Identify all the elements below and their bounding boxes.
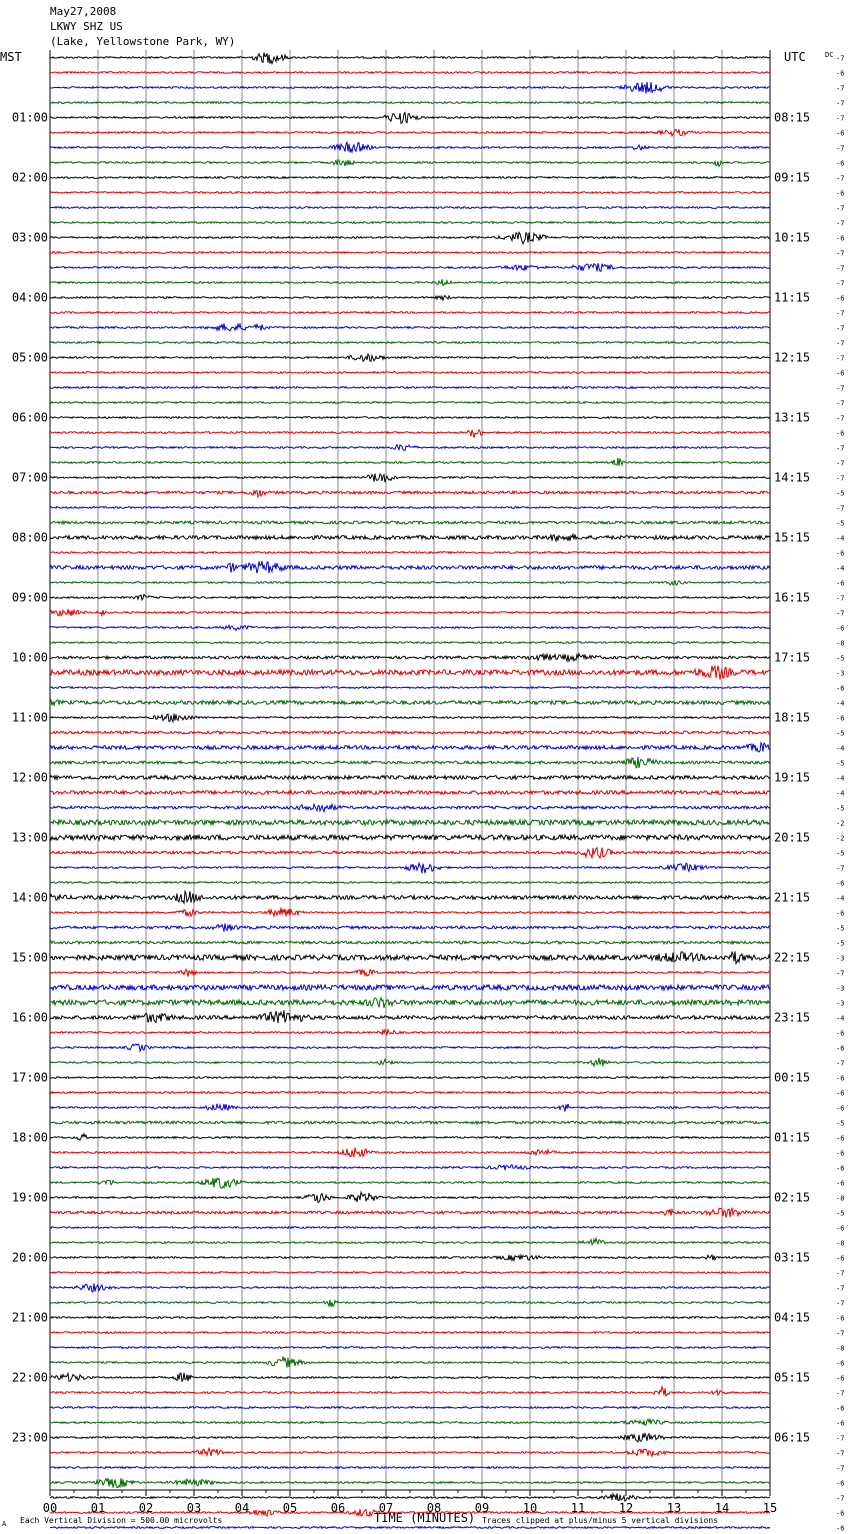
- dc-offset-label: -6: [836, 189, 845, 198]
- seismic-trace: [50, 1134, 770, 1140]
- x-tick-label: 01: [90, 1501, 106, 1515]
- dc-offset-label: -3: [836, 669, 845, 678]
- dc-offset-label: -8: [836, 1239, 845, 1248]
- dc-offset-label: -7: [836, 114, 845, 123]
- dc-offset-label: -6: [836, 1509, 845, 1518]
- dc-offset-label: -5: [836, 1119, 845, 1128]
- seismic-trace: [50, 791, 770, 795]
- station-label: LKWY SHZ US: [50, 20, 123, 33]
- dc-offset-label: -6: [836, 234, 845, 243]
- seismic-trace: [50, 882, 770, 884]
- dc-offset-label: -8: [836, 1344, 845, 1353]
- dc-offset-label: -4: [836, 744, 845, 753]
- seismic-trace: [50, 625, 770, 630]
- dc-offset-label: -2: [836, 819, 845, 828]
- seismic-trace: [50, 474, 770, 483]
- dc-offset-label: -7: [836, 84, 845, 93]
- dc-offset-label: -6: [836, 714, 845, 723]
- mst-hour-label: 01:00: [11, 110, 48, 125]
- dc-offset-label: -6: [836, 1179, 845, 1188]
- dc-offset-label: -8: [836, 639, 845, 648]
- dc-offset-label: -7: [836, 474, 845, 483]
- x-tick-label: 15: [762, 1501, 778, 1515]
- dc-offset-label: -7: [836, 1269, 845, 1278]
- utc-hour-label: 06:15: [774, 1430, 811, 1445]
- dc-offset-label: -6: [836, 1164, 845, 1173]
- dc-offset-label: -7: [836, 1284, 845, 1293]
- seismic-trace: [50, 580, 770, 585]
- utc-hour-label: 10:15: [774, 230, 811, 245]
- seismic-trace: [50, 82, 770, 94]
- utc-hour-label: 22:15: [774, 950, 811, 965]
- seismic-trace: [50, 1148, 770, 1157]
- dc-offset-label: -7: [836, 1464, 845, 1473]
- seismic-trace: [50, 998, 770, 1008]
- seismic-trace: [50, 594, 770, 600]
- seismic-trace: [50, 1255, 770, 1260]
- dc-offset-label: -5: [836, 489, 845, 498]
- dc-offset-label: -7: [836, 1494, 845, 1503]
- utc-hour-label: 12:15: [774, 350, 811, 365]
- x-tick-label: 13: [666, 1501, 682, 1515]
- seismic-trace: [50, 1227, 770, 1229]
- dc-offset-label: -4: [836, 1014, 845, 1023]
- dc-offset-label: -4: [836, 564, 845, 573]
- dc-offset-label: -7: [836, 384, 845, 393]
- seismic-trace: [50, 129, 770, 136]
- mst-hour-label: 17:00: [11, 1070, 48, 1085]
- seismic-trace: [50, 1467, 770, 1469]
- mst-hour-label: 12:00: [11, 770, 48, 785]
- mst-hour-label: 08:00: [11, 530, 48, 545]
- seismic-trace: [50, 714, 770, 722]
- seismic-trace: [50, 561, 770, 573]
- dc-offset-label: -6: [836, 1074, 845, 1083]
- dc-offset-label: -7: [836, 1449, 845, 1458]
- seismic-trace: [50, 687, 770, 689]
- utc-hour-label: 16:15: [774, 590, 811, 605]
- dc-offset-label: -6: [836, 579, 845, 588]
- dc-offset-label: -6: [836, 1524, 845, 1533]
- utc-hour-label: 13:15: [774, 410, 811, 425]
- dc-offset-label: -6: [836, 1374, 845, 1383]
- dc-offset-label: -7: [836, 54, 845, 63]
- footer-mark: A: [2, 1520, 7, 1528]
- seismic-trace: [50, 1077, 770, 1079]
- seismic-trace: [50, 521, 770, 524]
- utc-hour-label: 03:15: [774, 1250, 811, 1265]
- seismic-trace: [50, 263, 770, 271]
- dc-offset-label: -7: [836, 1329, 845, 1338]
- seismic-trace: [50, 72, 770, 74]
- utc-hour-label: 18:15: [774, 710, 811, 725]
- utc-hour-label: 05:15: [774, 1370, 811, 1385]
- dc-offset-label: -6: [836, 129, 845, 138]
- mst-hour-label: 04:00: [11, 290, 48, 305]
- utc-hour-label: 17:15: [774, 650, 811, 665]
- dc-offset-label: -2: [836, 834, 845, 843]
- seismic-trace: [50, 666, 770, 680]
- dc-offset-label: -6: [836, 549, 845, 558]
- dc-offset-label: -7: [836, 204, 845, 213]
- seismic-trace: [50, 207, 770, 209]
- seismic-trace: [50, 804, 770, 811]
- dc-offset-label: -7: [836, 969, 845, 978]
- mst-hour-label: 22:00: [11, 1370, 48, 1385]
- dc-offset-label: -6: [836, 684, 845, 693]
- location-label: (Lake, Yellowstone Park, WY): [50, 35, 236, 48]
- dc-offset-label: -7: [836, 249, 845, 258]
- dc-offset-label: -7: [836, 399, 845, 408]
- x-axis-title: TIME (MINUTES): [374, 1511, 476, 1525]
- dc-offset-label: -7: [836, 279, 845, 288]
- dc-offset-label: -4: [836, 534, 845, 543]
- dc-offset-label: -7: [836, 1299, 845, 1308]
- seismic-trace: [50, 863, 770, 873]
- seismic-trace: [50, 1121, 770, 1124]
- seismic-trace: [50, 1527, 770, 1529]
- seismic-trace: [50, 296, 770, 301]
- mst-hour-label: 02:00: [11, 170, 48, 185]
- dc-offset-label: -7: [836, 1389, 845, 1398]
- seismic-trace: [50, 1300, 770, 1307]
- utc-hour-label: 09:15: [774, 170, 811, 185]
- x-tick-label: 09: [474, 1501, 490, 1515]
- seismic-trace: [50, 642, 770, 644]
- dc-offset-label: -6: [836, 1479, 845, 1488]
- utc-hour-label: 15:15: [774, 530, 811, 545]
- utc-axis-label: UTC: [784, 50, 806, 64]
- seismic-trace: [50, 417, 770, 419]
- seismic-trace: [50, 1238, 770, 1244]
- seismic-trace: [50, 757, 770, 768]
- dc-offset-label: -5: [836, 1209, 845, 1218]
- seismic-trace: [50, 445, 770, 451]
- seismic-trace: [50, 820, 770, 825]
- seismic-trace: [50, 1044, 770, 1051]
- seismic-trace: [50, 1272, 770, 1274]
- dc-offset-label: -4: [836, 789, 845, 798]
- seismic-trace: [50, 908, 770, 917]
- mst-hour-label: 13:00: [11, 830, 48, 845]
- mst-hour-label: 11:00: [11, 710, 48, 725]
- dc-offset-label: -7: [836, 354, 845, 363]
- dc-offset-label: -5: [836, 759, 845, 768]
- mst-hour-label: 21:00: [11, 1310, 48, 1325]
- x-tick-label: 00: [42, 1501, 58, 1515]
- mst-hour-label: 09:00: [11, 590, 48, 605]
- seismic-trace: [50, 1104, 770, 1112]
- dc-offset-label: -5: [836, 939, 845, 948]
- dc-offset-label: -7: [836, 414, 845, 423]
- seismic-trace: [50, 279, 770, 285]
- x-tick-label: 04: [234, 1501, 250, 1515]
- dc-offset-label: -5: [836, 849, 845, 858]
- clip-note: Traces clipped at plus/minus 5 vertical divisions: [482, 1516, 719, 1525]
- seismic-trace: [50, 1283, 770, 1292]
- dc-offset-label: -3: [836, 984, 845, 993]
- x-tick-label: 14: [714, 1501, 730, 1515]
- mst-hour-label: 10:00: [11, 650, 48, 665]
- dc-offset-label: -7: [836, 609, 845, 618]
- dc-offset-label: -7: [836, 1059, 845, 1068]
- dc-offset-label: -6: [836, 69, 845, 78]
- seismic-trace: [50, 835, 770, 840]
- dc-offset-label: -6: [836, 624, 845, 633]
- dc-offset-label: -4: [836, 699, 845, 708]
- amplitude-scale-note: Each Vertical Division = 500.00 microvolts: [20, 1516, 223, 1525]
- seismic-trace: [50, 490, 770, 497]
- mst-hour-label: 15:00: [11, 950, 48, 965]
- utc-hour-label: 00:15: [774, 1070, 811, 1085]
- dc-offset-label: -6: [836, 1089, 845, 1098]
- seismic-trace: [50, 731, 770, 734]
- utc-hour-label: 01:15: [774, 1130, 811, 1145]
- dc-offset-label: -8: [836, 1194, 845, 1203]
- dc-offset-label: -7: [836, 144, 845, 153]
- date-label: May27,2008: [50, 5, 117, 18]
- dc-offset-label: -7: [836, 1434, 845, 1443]
- x-tick-label: 07: [378, 1501, 394, 1515]
- mst-hour-label: 20:00: [11, 1250, 48, 1265]
- dc-offset-label: -6: [836, 1044, 845, 1053]
- x-tick-label: 08: [426, 1501, 442, 1515]
- dc-offset-label: -6: [836, 429, 845, 438]
- seismic-trace: [50, 1010, 770, 1023]
- seismic-trace: [50, 1208, 770, 1217]
- dc-offset-label: -3: [836, 999, 845, 1008]
- mst-hour-label: 14:00: [11, 890, 48, 905]
- x-tick-label: 03: [186, 1501, 202, 1515]
- seismic-trace: [50, 142, 770, 152]
- utc-hour-label: 21:15: [774, 890, 811, 905]
- x-tick-label: 05: [282, 1501, 298, 1515]
- utc-hour-label: 04:15: [774, 1310, 811, 1325]
- seismic-trace: [50, 1407, 770, 1409]
- dc-offset-label: -6: [836, 1149, 845, 1158]
- seismic-trace: [50, 354, 770, 361]
- mst-hour-label: 18:00: [11, 1130, 48, 1145]
- x-tick-label: 02: [138, 1501, 154, 1515]
- dc-offset-label: -6: [836, 1359, 845, 1368]
- seismic-trace: [50, 743, 770, 752]
- x-tick-label: 10: [522, 1501, 538, 1515]
- x-tick-label: 12: [618, 1501, 634, 1515]
- dc-offset-label: -6: [836, 1314, 845, 1323]
- seismic-trace: [50, 1347, 770, 1349]
- seismic-trace: [50, 1419, 770, 1425]
- seismic-trace: [50, 430, 770, 438]
- dc-offset-label: -6: [836, 1419, 845, 1428]
- dc-offset-label: -7: [836, 324, 845, 333]
- dc-offset-label: -6: [836, 1134, 845, 1143]
- dc-offset-label: -6: [836, 1404, 845, 1413]
- dc-offset-label: -7: [836, 264, 845, 273]
- dc-offset-label: -5: [836, 519, 845, 528]
- dc-offset-label: -7: [836, 594, 845, 603]
- dc-offset-label: -5: [836, 924, 845, 933]
- seismic-trace: [50, 113, 770, 124]
- seismic-trace: [50, 1092, 770, 1094]
- dc-offset-label: -6: [836, 1224, 845, 1233]
- dc-offset-label: -7: [836, 444, 845, 453]
- x-tick-label: 06: [330, 1501, 346, 1515]
- seismic-trace: [50, 160, 770, 167]
- mst-hour-label: 03:00: [11, 230, 48, 245]
- dc-offset-label: -6: [836, 1029, 845, 1038]
- dc-offset-label: -7: [836, 99, 845, 108]
- seismic-trace: [50, 891, 770, 903]
- utc-hour-label: 11:15: [774, 290, 811, 305]
- dc-offset-label: -7: [836, 504, 845, 513]
- seismic-trace: [50, 1478, 770, 1488]
- seismic-trace: [50, 969, 770, 976]
- seismic-trace: [50, 1030, 770, 1035]
- seismic-trace: [50, 848, 770, 859]
- dc-offset-label: -7: [836, 309, 845, 318]
- seismic-trace: [50, 402, 770, 404]
- seismic-trace: [50, 941, 770, 944]
- utc-hour-label: 14:15: [774, 470, 811, 485]
- mst-axis-label: MST: [0, 50, 22, 64]
- dc-offset-label: -5: [836, 729, 845, 738]
- seismic-trace: [50, 387, 770, 389]
- seismic-trace: [50, 1357, 770, 1367]
- seismic-trace: [50, 312, 770, 314]
- seismic-trace: [50, 609, 770, 616]
- dc-offset-label: -6: [836, 1104, 845, 1113]
- utc-hour-label: 23:15: [774, 1010, 811, 1025]
- mst-hour-label: 06:00: [11, 410, 48, 425]
- seismic-trace: [50, 177, 770, 179]
- seismic-trace: [50, 1493, 770, 1501]
- seismic-trace: [50, 923, 770, 931]
- seismic-trace: [50, 372, 770, 374]
- seismic-trace: [50, 232, 770, 243]
- seismic-trace: [50, 654, 770, 661]
- dc-label: DC: [825, 51, 834, 59]
- seismic-trace: [50, 776, 770, 780]
- dc-offset-label: -3: [836, 954, 845, 963]
- dc-offset-label: -6: [836, 294, 845, 303]
- dc-offset-label: -4: [836, 774, 845, 783]
- seismic-trace: [50, 1332, 770, 1334]
- seismic-trace: [50, 1165, 770, 1170]
- mst-hour-label: 07:00: [11, 470, 48, 485]
- seismic-trace: [50, 700, 770, 706]
- seismic-trace: [50, 324, 770, 331]
- dc-offset-label: -7: [836, 459, 845, 468]
- mst-hour-label: 19:00: [11, 1190, 48, 1205]
- utc-hour-label: 20:15: [774, 830, 811, 845]
- dc-offset-label: -5: [836, 654, 845, 663]
- seismic-trace: [50, 985, 770, 990]
- dc-offset-label: -5: [836, 804, 845, 813]
- seismic-trace: [50, 1178, 770, 1188]
- dc-offset-label: -6: [836, 879, 845, 888]
- seismic-trace: [50, 1433, 770, 1441]
- x-tick-label: 11: [570, 1501, 586, 1515]
- seismic-trace: [50, 507, 770, 509]
- seismic-trace: [50, 951, 770, 963]
- dc-offset-label: -6: [836, 159, 845, 168]
- dc-offset-label: -6: [836, 909, 845, 918]
- seismic-trace: [50, 1058, 770, 1067]
- seismic-trace: [50, 192, 770, 194]
- seismic-trace: [50, 552, 770, 554]
- seismic-trace: [50, 534, 770, 541]
- dc-offset-label: -7: [836, 174, 845, 183]
- seismic-trace: [50, 222, 770, 224]
- seismic-trace: [50, 1192, 770, 1202]
- seismic-trace: [50, 342, 770, 344]
- seismic-trace: [50, 1373, 770, 1382]
- mst-hour-label: 05:00: [11, 350, 48, 365]
- dc-offset-label: -4: [836, 894, 845, 903]
- seismic-trace: [50, 102, 770, 104]
- dc-offset-label: -7: [836, 864, 845, 873]
- utc-hour-label: 19:15: [774, 770, 811, 785]
- dc-offset-label: -7: [836, 219, 845, 228]
- utc-hour-label: 02:15: [774, 1190, 811, 1205]
- dc-offset-label: -6: [836, 1254, 845, 1263]
- seismic-trace: [50, 1448, 770, 1456]
- seismic-trace: [50, 458, 770, 466]
- dc-offset-label: -6: [836, 369, 845, 378]
- seismic-trace: [50, 53, 770, 64]
- utc-hour-label: 08:15: [774, 110, 811, 125]
- mst-hour-label: 16:00: [11, 1010, 48, 1025]
- seismic-trace: [50, 1317, 770, 1319]
- seismic-trace: [50, 1387, 770, 1396]
- mst-hour-label: 23:00: [11, 1430, 48, 1445]
- seismic-trace: [50, 252, 770, 254]
- dc-offset-label: -7: [836, 339, 845, 348]
